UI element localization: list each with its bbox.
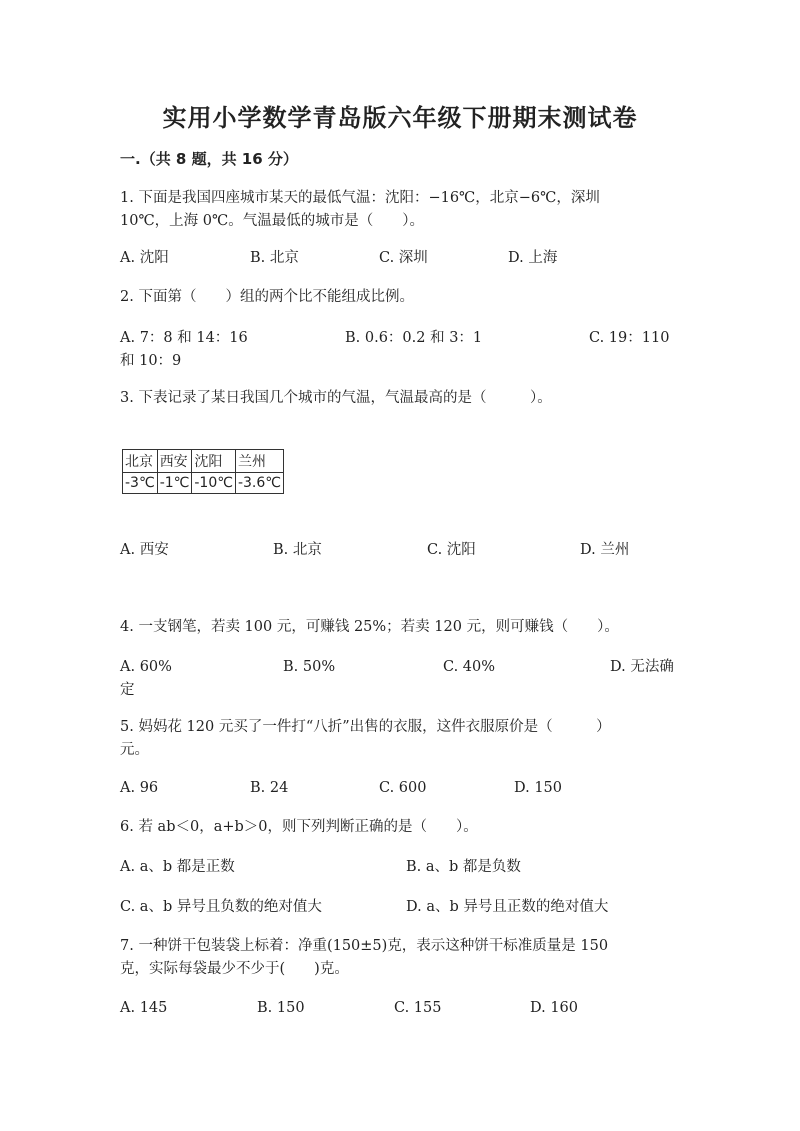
q7-option-a: A. 145 xyxy=(120,1000,168,1016)
question-3: 3. 下表记录了某日我国几个城市的气温，气温最高的是（ ）。 xyxy=(120,390,552,406)
q6-option-c: C. a、b 异号且负数的绝对值大 xyxy=(120,899,322,915)
question-6: 6. 若 ab＜0，a+b＞0，则下列判断正确的是（ ）。 xyxy=(120,819,478,835)
q6-option-a: A. a、b 都是正数 xyxy=(120,859,235,875)
question-1 xyxy=(120,187,680,233)
question-5-line-1: 5. 妈妈花 120 元买了一件打“八折”出售的衣服，这件衣服原价是（ ） xyxy=(120,719,611,735)
table-cell: 沈阳 xyxy=(192,450,236,473)
q3-option-d: D. 兰州 xyxy=(580,542,630,558)
q5-option-a: A. 96 xyxy=(120,780,159,796)
q5-option-c: C. 600 xyxy=(379,780,427,796)
q6-option-d: D. a、b 异号且正数的绝对值大 xyxy=(406,899,609,915)
section-heading: 一.（共 8 题，共 16 分） xyxy=(120,150,298,168)
table-cell: 兰州 xyxy=(235,450,283,473)
q4-option-d: D. 无法确 xyxy=(610,659,674,675)
question-5 xyxy=(120,716,680,762)
question-5-line-2: 元。 xyxy=(120,742,149,758)
q1-option-b: B. 北京 xyxy=(250,250,299,266)
table-cell: -10℃ xyxy=(192,473,236,494)
q5-option-d: D. 150 xyxy=(514,780,563,796)
q2-option-a: A. 7：8 和 14：16 xyxy=(120,330,248,346)
question-4: 4. 一支钢笔，若卖 100 元，可赚钱 25%；若卖 120 元，则可赚钱（ ）。 xyxy=(120,619,619,635)
q1-option-d: D. 上海 xyxy=(508,250,558,266)
temperature-table xyxy=(122,449,284,494)
q3-option-a: A. 西安 xyxy=(120,542,169,558)
q1-option-c: C. 深圳 xyxy=(379,250,428,266)
table-row xyxy=(123,473,284,494)
table-cell: 西安 xyxy=(157,450,192,473)
q4-option-d-continued: 定 xyxy=(120,682,135,698)
question-1-line-2: 10℃，上海 0℃。气温最低的城市是（ ）。 xyxy=(120,213,424,229)
table-cell: -3.6℃ xyxy=(235,473,283,494)
q4-option-c: C. 40% xyxy=(443,659,496,675)
q7-option-d: D. 160 xyxy=(530,1000,579,1016)
q6-option-b: B. a、b 都是负数 xyxy=(406,859,521,875)
q2-option-c-continued: 和 10：9 xyxy=(120,353,182,369)
q7-option-b: B. 150 xyxy=(257,1000,305,1016)
question-7 xyxy=(120,935,680,981)
q5-option-b: B. 24 xyxy=(250,780,289,796)
question-7-line-2: 克，实际每袋最少不少于( )克。 xyxy=(120,961,349,977)
table-cell: 北京 xyxy=(123,450,158,473)
q2-option-c: C. 19：110 xyxy=(589,330,670,346)
q4-option-b: B. 50% xyxy=(283,659,336,675)
q3-option-c: C. 沈阳 xyxy=(427,542,476,558)
table-cell: -3℃ xyxy=(123,473,158,494)
page-title: 实用小学数学青岛版六年级下册期末测试卷 xyxy=(162,104,638,132)
q4-option-a: A. 60% xyxy=(120,659,172,675)
question-2: 2. 下面第（ ）组的两个比不能组成比例。 xyxy=(120,289,414,305)
q2-option-b: B. 0.6：0.2 和 3：1 xyxy=(345,330,483,346)
table-header-row xyxy=(123,450,284,473)
q1-option-a: A. 沈阳 xyxy=(120,250,169,266)
table-cell: -1℃ xyxy=(157,473,192,494)
q7-option-c: C. 155 xyxy=(394,1000,442,1016)
q3-option-b: B. 北京 xyxy=(273,542,322,558)
question-7-line-1: 7. 一种饼干包装袋上标着：净重(150±5)克，表示这种饼干标准质量是 150 xyxy=(120,938,609,954)
question-1-line-1: 1. 下面是我国四座城市某天的最低气温：沈阳：−16℃，北京−6℃，深圳 xyxy=(120,190,600,206)
